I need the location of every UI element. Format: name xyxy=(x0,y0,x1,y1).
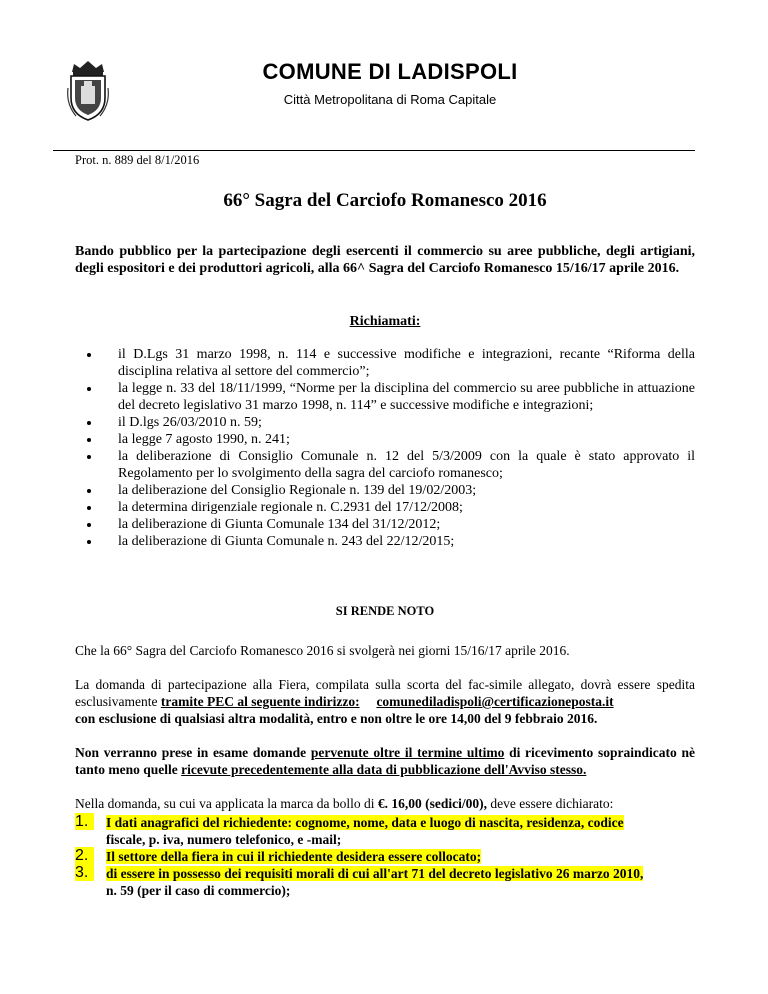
list-item: il D.Lgs 31 marzo 1998, n. 114 e successive modifiche e integrazioni, recante “Riforma della disciplina relativa al settore del commercio”; xyxy=(75,346,695,380)
bullet-icon xyxy=(87,421,91,425)
document-title: 66° Sagra del Carciofo Romanesco 2016 xyxy=(223,190,547,211)
municipality-title: COMUNE DI LADISPOLI xyxy=(262,59,518,84)
stamp-paragraph: Nella domanda, su cui va applicata la marca da bollo di €. 16,00 (sedici/00), deve essere dichiarato: xyxy=(75,796,614,811)
exclusion-paragraph: Non verranno prese in esame domande pervenute oltre il termine ultimo di ricevimento sopraindicato nè tanto meno quelle ricevute precedentemente alla data di pubblicazione dell'Avviso stesso. xyxy=(75,745,696,777)
stamp-amount: €. 16,00 (sedici/00), xyxy=(377,796,488,811)
bullet-icon xyxy=(87,523,91,527)
municipality-subtitle: Città Metropolitana di Roma Capitale xyxy=(283,92,497,107)
list-item: 2. Il settore della fiera in cui il richiedente desidera essere collocato; xyxy=(75,847,482,864)
bullet-icon xyxy=(87,353,91,357)
bullet-icon xyxy=(87,506,91,510)
list-item: la deliberazione del Consiglio Regionale n. 139 del 19/02/2003; xyxy=(75,482,695,499)
bullet-icon xyxy=(87,540,91,544)
header-divider xyxy=(53,150,695,151)
bullet-icon xyxy=(87,438,91,442)
requirements-list xyxy=(75,814,695,899)
application-paragraph: La domanda di partecipazione alla Fiera, compilata sulla scorta del fac-simile allegato, dovrà essere spedita esclusivamente tramite PEC al seguente indirizzo: comunediladispoli@certificazioneposta.it con esclusione di qualsiasi altra modalità, entro e non oltre le ore 14,00 del 9 febbraio 2016. xyxy=(75,677,695,726)
list-item: il D.lgs 26/03/2010 n. 59; xyxy=(75,414,695,431)
list-item: 1. I dati anagrafici del richiedente: cognome, nome, data e luogo di nascita, residenza, codice fiscale, p. iva, numero telefonico, e -mail; xyxy=(75,813,624,847)
intro-paragraph: Bando pubblico per la partecipazione degli esercenti il commercio su aree pubbliche, degli artigiani, degli espositori e dei produttori agricoli, alla 66^ Sagra del Carciofo Romanesco 15/16/17 aprile 2016. xyxy=(75,244,695,276)
bullet-icon xyxy=(87,455,91,459)
crest-icon xyxy=(66,58,110,122)
bullet-icon xyxy=(87,387,91,391)
richiamati-list xyxy=(75,346,695,550)
pec-label: tramite PEC al seguente indirizzo: xyxy=(160,694,360,709)
list-item: la deliberazione di Giunta Comunale 134 del 31/12/2012; xyxy=(75,516,695,533)
bullet-icon xyxy=(87,489,91,493)
rende-noto-heading: SI RENDE NOTO xyxy=(335,604,435,618)
deadline-text: con esclusione di qualsiasi altra modalità, entro e non oltre le ore 14,00 del 9 febbraio 2016. xyxy=(75,711,598,726)
list-item: la determina dirigenziale regionale n. C.2931 del 17/12/2008; xyxy=(75,499,695,516)
list-item: 3. di essere in possesso dei requisiti morali di cui all'art 71 del decreto legislativo 26 marzo 2010, n. 59 (per il caso di commercio); xyxy=(75,864,644,898)
protocol-number: Prot. n. 889 del 8/1/2016 xyxy=(75,153,200,167)
list-item: la legge 7 agosto 1990, n. 241; xyxy=(75,431,695,448)
list-item: la deliberazione di Giunta Comunale n. 243 del 22/12/2015; xyxy=(75,533,695,550)
list-item: la legge n. 33 del 18/11/1999, “Norme per la disciplina del commercio su aree pubbliche in attuazione del decreto legislativo 31 marzo 1998, n. 114” e successive modifiche e integrazioni; xyxy=(75,380,695,414)
richiamati-heading: Richiamati: xyxy=(349,314,421,329)
pec-email: comunediladispoli@certificazioneposta.it xyxy=(376,694,614,709)
event-dates-paragraph: Che la 66° Sagra del Carciofo Romanesco 2016 si svolgerà nei giorni 15/16/17 aprile 2016. xyxy=(75,643,570,658)
list-item: la deliberazione di Consiglio Comunale n. 12 del 5/3/2009 con la quale è stato approvato il Regolamento per lo svolgimento della sagra del carciofo romanesco; xyxy=(75,448,695,482)
